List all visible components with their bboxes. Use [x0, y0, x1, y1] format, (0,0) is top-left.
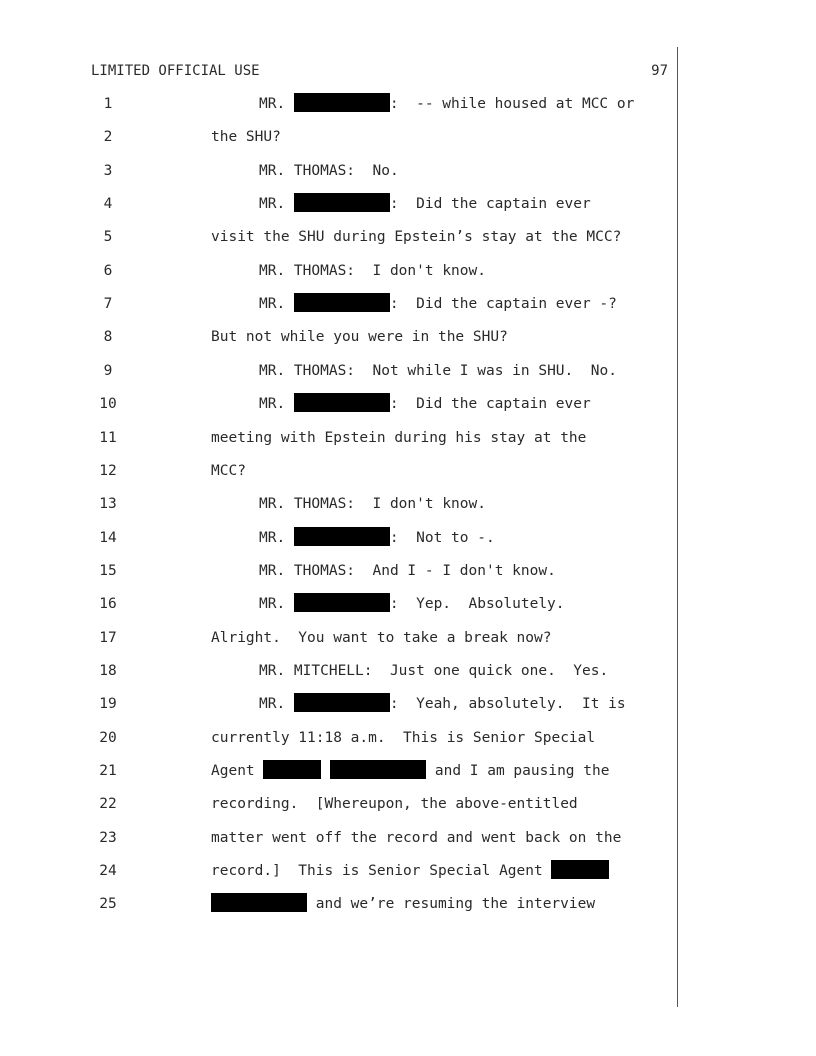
- line-text-segment: MCC?: [211, 462, 246, 479]
- line-text: [259, 293, 617, 315]
- line-text-segment: But not while you were in the SHU?: [211, 329, 508, 346]
- transcript-line: [0, 160, 700, 182]
- transcript-line: [0, 293, 700, 315]
- line-number: 22: [99, 796, 117, 813]
- line-number: 6: [103, 262, 113, 279]
- line-text-segment: MR. THOMAS: I don't know.: [259, 496, 486, 513]
- transcript-line: [0, 627, 700, 649]
- line-text-segment: : Not to -.: [389, 529, 495, 546]
- line-text-segment: : -- while housed at MCC or: [389, 96, 635, 112]
- line-number: 3: [103, 162, 113, 179]
- transcript-line: [0, 793, 700, 815]
- line-text-segment: : Did the captain ever -?: [389, 296, 617, 313]
- line-number: 21: [99, 763, 117, 779]
- line-text-segment: matter went off the record and went back on the: [211, 829, 622, 846]
- transcript-line: [0, 427, 700, 449]
- transcript-line: [0, 326, 700, 348]
- transcript-line: [0, 660, 700, 682]
- redaction-box: [330, 760, 426, 779]
- line-text: [259, 193, 591, 215]
- redaction-box: [263, 760, 321, 779]
- line-text-segment: : Did the captain ever: [389, 196, 591, 213]
- line-number: 12: [99, 462, 117, 479]
- transcript-line: [0, 693, 700, 715]
- line-text-segment: MR. THOMAS: Not while I was in SHU. No.: [259, 362, 617, 379]
- line-number: 18: [99, 662, 117, 679]
- line-text-segment: Alright. You want to take a break now?: [211, 629, 552, 646]
- transcript-line: [0, 460, 700, 482]
- redaction-box: [294, 93, 390, 112]
- line-text: [259, 593, 565, 615]
- line-text-segment: MR.: [259, 696, 294, 713]
- line-text: [259, 560, 556, 582]
- line-number: 15: [99, 562, 117, 579]
- line-text: [259, 93, 634, 115]
- line-number: 11: [99, 429, 117, 446]
- line-text: [259, 260, 486, 282]
- redaction-box: [211, 893, 307, 912]
- line-text: [259, 693, 626, 715]
- line-text: [211, 126, 281, 148]
- line-text: [211, 827, 621, 849]
- line-number: 5: [103, 229, 113, 246]
- line-text: [211, 326, 508, 348]
- transcript-line: [0, 360, 700, 382]
- line-number: 24: [99, 863, 117, 880]
- line-number: 14: [99, 529, 117, 546]
- line-text-segment: MR.: [259, 296, 294, 313]
- line-number: 7: [103, 296, 113, 313]
- redaction-box: [294, 193, 390, 212]
- transcript-line: [0, 193, 700, 215]
- line-text: [259, 360, 617, 382]
- line-text: [211, 793, 578, 815]
- line-text: [211, 727, 595, 749]
- transcript-line: [0, 827, 700, 849]
- line-text-segment: MR. THOMAS: And I - I don't know.: [259, 562, 556, 579]
- line-number: 20: [99, 729, 117, 746]
- line-text-segment: record.] This is Senior Special Agent: [211, 863, 552, 880]
- line-text: [259, 493, 486, 515]
- line-number: 19: [99, 696, 117, 713]
- line-text-segment: and I am pausing the: [426, 763, 610, 779]
- line-text: [259, 160, 399, 182]
- transcript-line: [0, 760, 700, 782]
- redaction-box: [294, 293, 390, 312]
- line-number: 25: [99, 896, 117, 913]
- transcript-line: [0, 593, 700, 615]
- line-text: [211, 226, 621, 248]
- line-text-segment: MR. THOMAS: I don't know.: [259, 262, 486, 279]
- line-number: 23: [99, 829, 117, 846]
- classification-marking: LIMITED OFFICIAL USE: [91, 63, 260, 79]
- line-text-segment: : Yeah, absolutely. It is: [389, 696, 626, 713]
- transcript-line: [0, 226, 700, 248]
- transcript-line: [0, 727, 700, 749]
- line-text-segment: MR.: [259, 196, 294, 213]
- transcript-line: [0, 93, 700, 115]
- line-text-segment: and we’re resuming the interview: [307, 896, 596, 913]
- line-number: 13: [99, 496, 117, 513]
- transcript-line: [0, 126, 700, 148]
- line-text-segment: recording. [Whereupon, the above-entitled: [211, 796, 578, 813]
- page-header: [91, 61, 668, 81]
- redaction-box: [294, 527, 390, 546]
- transcript-line: [0, 560, 700, 582]
- line-number: 10: [99, 396, 117, 413]
- line-number: 1: [103, 96, 113, 112]
- line-text-segment: visit the SHU during Epstein’s stay at the MCC?: [211, 229, 622, 246]
- line-text: [211, 627, 551, 649]
- line-text-segment: [321, 763, 330, 779]
- line-number: 16: [99, 596, 117, 613]
- line-text-segment: currently 11:18 a.m. This is Senior Special: [211, 729, 596, 746]
- line-text: [259, 527, 495, 549]
- line-number: 4: [103, 196, 113, 213]
- line-number: 8: [103, 329, 113, 346]
- redaction-box: [294, 393, 390, 412]
- line-text-segment: MR.: [259, 96, 294, 112]
- line-text-segment: MR. THOMAS: No.: [259, 162, 399, 179]
- line-text-segment: MR.: [259, 396, 294, 413]
- redaction-box: [294, 693, 390, 712]
- line-number: 2: [103, 129, 113, 146]
- line-text: [259, 660, 608, 682]
- line-text: [211, 860, 609, 882]
- transcript-line: [0, 527, 700, 549]
- line-text-segment: : Did the captain ever: [389, 396, 591, 413]
- page-number: 97: [651, 63, 668, 79]
- line-number: 9: [103, 362, 113, 379]
- transcript-line: [0, 860, 700, 882]
- line-text-segment: MR.: [259, 529, 294, 546]
- redaction-box: [551, 860, 609, 879]
- line-text-segment: Agent: [211, 763, 264, 779]
- line-text: [211, 427, 586, 449]
- line-text: [211, 760, 609, 782]
- line-text-segment: the SHU?: [211, 129, 281, 146]
- line-number: 17: [99, 629, 117, 646]
- line-text-segment: : Yep. Absolutely.: [389, 596, 565, 613]
- line-text: [211, 893, 595, 915]
- transcript-line: [0, 893, 700, 915]
- line-text-segment: meeting with Epstein during his stay at the: [211, 429, 587, 446]
- line-text: [259, 393, 591, 415]
- line-text-segment: MR. MITCHELL: Just one quick one. Yes.: [259, 662, 609, 679]
- transcript-line: [0, 260, 700, 282]
- line-text: [211, 460, 246, 482]
- transcript-line: [0, 393, 700, 415]
- transcript-line: [0, 493, 700, 515]
- redaction-box: [294, 593, 390, 612]
- line-text-segment: MR.: [259, 596, 294, 613]
